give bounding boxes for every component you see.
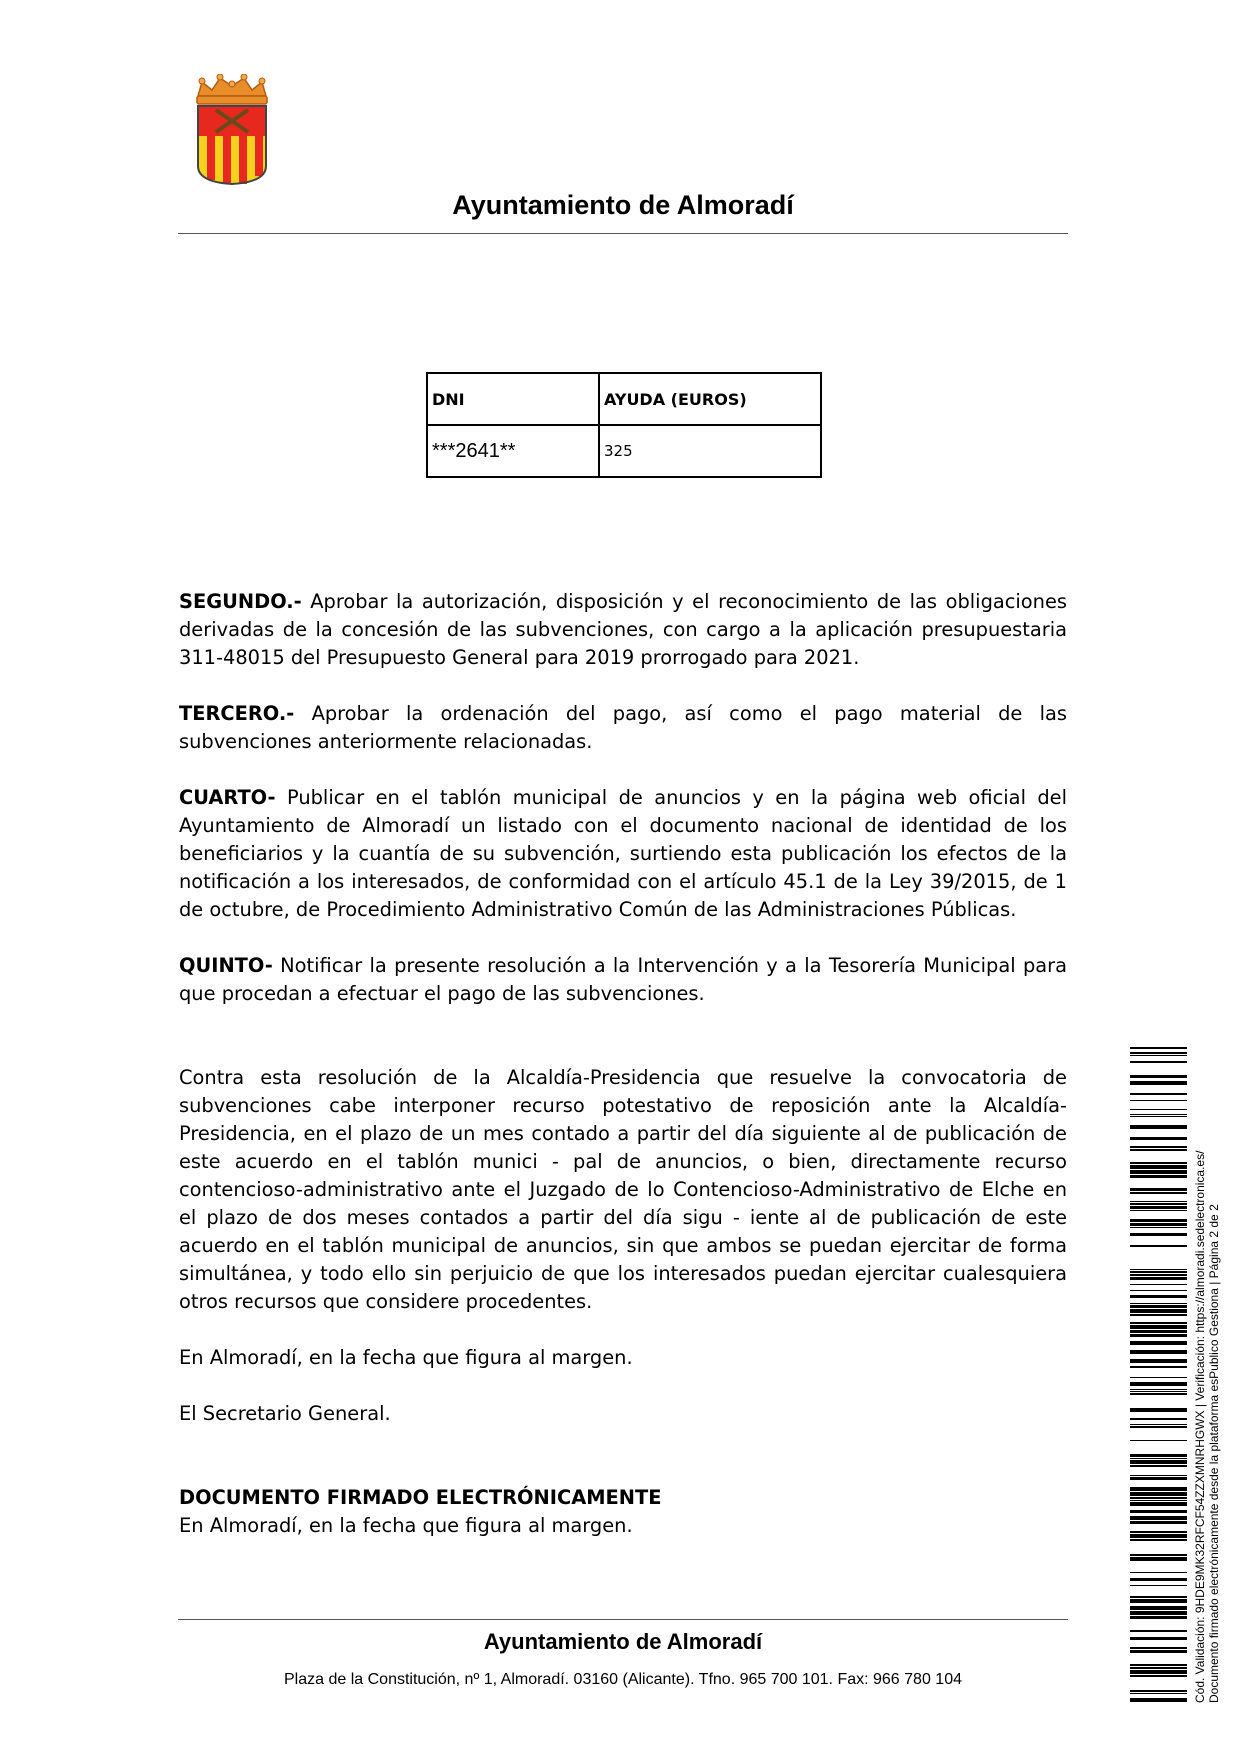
barcode-bar bbox=[1130, 1454, 1187, 1457]
paragraph-label: TERCERO.- bbox=[179, 702, 295, 725]
paragraph-cuarto bbox=[179, 784, 1067, 924]
barcode-bar bbox=[1130, 1284, 1187, 1285]
footer-title: Ayuntamiento de Almoradí bbox=[483, 1629, 763, 1654]
footer-address: Plaza de la Constitución, nº 1, Almoradí. 03160 (Alicante). Tfno. 965 700 101. Fax: 966 780 104 bbox=[284, 1671, 962, 1688]
validation-side-text bbox=[1193, 1083, 1221, 1703]
paragraph-fecha: En Almoradí, en la fecha que figura al margen. bbox=[179, 1346, 633, 1369]
barcode-bar bbox=[1130, 1137, 1187, 1140]
barcode-bar bbox=[1130, 1314, 1187, 1316]
barcode-bar bbox=[1130, 1578, 1187, 1581]
barcode-bar bbox=[1130, 1440, 1187, 1441]
coat-of-arms-crest bbox=[192, 74, 272, 186]
barcode-bar bbox=[1130, 1426, 1187, 1428]
barcode-bar bbox=[1130, 1175, 1187, 1178]
barcode-bar bbox=[1130, 1109, 1187, 1110]
paragraph-fecha-firma: En Almoradí, en la fecha que figura al margen. bbox=[179, 1514, 633, 1537]
barcode-bar bbox=[1130, 1149, 1187, 1151]
barcode-bar bbox=[1130, 1516, 1187, 1520]
paragraph-tercero bbox=[179, 700, 1067, 756]
barcode-bar bbox=[1130, 1210, 1187, 1211]
barcode-bar bbox=[1130, 1382, 1187, 1386]
barcode-bar bbox=[1130, 1502, 1187, 1506]
barcode-bar bbox=[1130, 1675, 1187, 1677]
barcode-bar bbox=[1130, 1424, 1187, 1425]
cell-dni: ***2641** bbox=[427, 425, 599, 477]
barcode-bar bbox=[1130, 1303, 1187, 1304]
barcode-bar bbox=[1130, 1510, 1187, 1513]
barcode-bar bbox=[1130, 1334, 1187, 1337]
barcode-bar bbox=[1130, 1487, 1187, 1491]
barcode-bar bbox=[1130, 1201, 1187, 1202]
paragraph-label: CUARTO- bbox=[179, 786, 276, 809]
barcode-bar bbox=[1130, 1192, 1187, 1194]
footer-divider bbox=[178, 1619, 1068, 1620]
barcode-bar bbox=[1130, 1391, 1187, 1392]
barcode-bar bbox=[1130, 1599, 1187, 1603]
barcode-bar bbox=[1130, 1206, 1187, 1209]
barcode-bar bbox=[1130, 1359, 1187, 1363]
paragraph-segundo bbox=[179, 588, 1067, 672]
barcode-bar bbox=[1130, 1309, 1187, 1313]
barcode-bar bbox=[1130, 1305, 1187, 1308]
barcode-bar bbox=[1130, 1460, 1187, 1464]
barcode-bar bbox=[1130, 1047, 1187, 1049]
barcode-bar bbox=[1130, 1341, 1187, 1345]
barcode-bar bbox=[1130, 1539, 1187, 1541]
barcode-bar bbox=[1130, 1295, 1187, 1298]
cell-ayuda: 325 bbox=[599, 425, 821, 477]
barcode-bar bbox=[1130, 1350, 1187, 1354]
barcode-bar bbox=[1130, 1408, 1187, 1412]
barcode-bar bbox=[1130, 1233, 1187, 1236]
paragraph-text: Aprobar la ordenación del pago, así como el pago material de las subvenciones anteriormente relacionadas. bbox=[179, 702, 1067, 753]
barcode-bar bbox=[1130, 1521, 1187, 1524]
platform-page-line: Documento firmado electrónicamente desde la plataforma esPublico Gestiona | Página 2 de 2 bbox=[1207, 1204, 1221, 1703]
barcode-bar bbox=[1130, 1170, 1187, 1174]
paragraph-recurso: Contra esta resolución de la Alcaldía-Presidencia que resuelve la convocatoria de subvenciones cabe interponer recurso potestativo de reposición ante la Alcaldía-Presidencia, en el plazo de un mes contado a partir del día siguiente al de publicación de este acuerdo en el tablón munici - pal de anuncios, o bien, directamente recurso contencioso-administrativo ante el Juzgado de lo Contencioso-Administrativo de Elche en el plazo de dos meses contados a partir del día sigu - iente al de publicación de este acuerdo en el tablón municipal de anuncios, sin que ambos se puedan ejercitar de forma simultánea, y todo ello sin perjuicio de que los interesados puedan ejercitar cualesquiera otros recursos que considere procedentes. bbox=[179, 1066, 1067, 1313]
paragraph-label: SEGUNDO.- bbox=[179, 590, 302, 613]
paragraph-quinto bbox=[179, 952, 1067, 1008]
barcode-bar bbox=[1130, 1125, 1187, 1129]
barcode-bar bbox=[1130, 1165, 1187, 1169]
column-header-ayuda: AYUDA (EUROS) bbox=[599, 373, 821, 425]
barcode-bar bbox=[1130, 1531, 1187, 1533]
barcode-bar bbox=[1130, 1596, 1187, 1598]
barcode-bar bbox=[1130, 1325, 1187, 1329]
barcode-bar bbox=[1130, 1667, 1187, 1669]
barcode-bar bbox=[1130, 1081, 1187, 1085]
validation-code-line: Cód. Validación: 9HDE9MK32RFCF54ZZXMNRHGWX | Verificación: https://almoradi.sedelectronica.es/ bbox=[1193, 1150, 1207, 1703]
barcode-bar bbox=[1130, 1458, 1187, 1459]
barcode-bar bbox=[1130, 1322, 1187, 1324]
validation-barcode bbox=[1130, 1047, 1187, 1703]
barcode-bar bbox=[1130, 1572, 1187, 1573]
barcode-bar bbox=[1130, 1146, 1187, 1148]
header-divider bbox=[178, 233, 1068, 234]
table-header-row bbox=[427, 373, 821, 425]
barcode-bar bbox=[1130, 1389, 1187, 1390]
barcode-bar bbox=[1130, 1647, 1187, 1649]
barcode-bar bbox=[1130, 1223, 1187, 1226]
resolution-body bbox=[179, 588, 1067, 1540]
table-row bbox=[427, 425, 821, 477]
beneficiary-table bbox=[426, 372, 822, 478]
barcode-bar bbox=[1130, 1650, 1187, 1653]
barcode-bar bbox=[1130, 1418, 1187, 1420]
barcode-bar bbox=[1130, 1366, 1187, 1368]
barcode-bar bbox=[1130, 1606, 1187, 1610]
barcode-bar bbox=[1130, 1116, 1187, 1117]
paragraph-text: Notificar la presente resolución a la Intervención y a la Tesorería Municipal para que procedan a efectuar el pago de las subvenciones. bbox=[179, 954, 1067, 1005]
barcode-bar bbox=[1130, 1664, 1187, 1666]
signed-label: DOCUMENTO FIRMADO ELECTRÓNICAMENTE bbox=[179, 1486, 662, 1509]
barcode-bar bbox=[1130, 1637, 1187, 1640]
barcode-bar bbox=[1130, 1277, 1187, 1280]
barcode-bar bbox=[1130, 1497, 1187, 1499]
barcode-bar bbox=[1130, 1492, 1187, 1496]
barcode-bar bbox=[1130, 1690, 1187, 1692]
barcode-bar bbox=[1130, 1227, 1187, 1228]
barcode-bar bbox=[1130, 1290, 1187, 1291]
paragraph-text: Aprobar la autorización, disposición y el reconocimiento de las obligaciones derivadas de la concesión de las subvenciones, con cargo a la aplicación presupuestaria 311-48015 del Presupuesto General para 2019 prorrogado para 2021. bbox=[179, 590, 1067, 669]
column-header-dni: DNI bbox=[427, 373, 599, 425]
barcode-bar bbox=[1130, 1693, 1187, 1694]
barcode-bar bbox=[1130, 1670, 1187, 1674]
barcode-bar bbox=[1130, 1061, 1187, 1063]
barcode-bar bbox=[1130, 1534, 1187, 1538]
barcode-bar bbox=[1130, 1274, 1187, 1276]
barcode-bar bbox=[1130, 1219, 1187, 1222]
barcode-bar bbox=[1130, 1330, 1187, 1333]
paragraph-secretario: El Secretario General. bbox=[179, 1402, 391, 1425]
barcode-bar bbox=[1130, 1269, 1187, 1270]
barcode-bar bbox=[1130, 1630, 1187, 1632]
barcode-bar bbox=[1130, 1245, 1187, 1247]
barcode-bar bbox=[1130, 1052, 1187, 1054]
barcode-bar bbox=[1130, 1475, 1187, 1476]
barcode-bar bbox=[1130, 1616, 1187, 1619]
barcode-bar bbox=[1130, 1465, 1187, 1467]
barcode-bar bbox=[1130, 1611, 1187, 1615]
barcode-bar bbox=[1130, 1075, 1187, 1078]
barcode-bar bbox=[1130, 1055, 1187, 1056]
barcode-bar bbox=[1130, 1557, 1187, 1561]
barcode-bar bbox=[1130, 1100, 1187, 1101]
barcode-bar bbox=[1130, 1162, 1187, 1164]
barcode-bar bbox=[1130, 1554, 1187, 1556]
barcode-bar bbox=[1130, 1477, 1187, 1480]
signed-notice bbox=[179, 1484, 1067, 1512]
barcode-bar bbox=[1130, 1698, 1187, 1702]
barcode-bar bbox=[1130, 1393, 1187, 1395]
barcode-bar bbox=[1130, 1271, 1187, 1273]
header-title: Ayuntamiento de Almoradí bbox=[452, 190, 794, 220]
barcode-bar bbox=[1130, 1203, 1187, 1205]
barcode-bar bbox=[1130, 1093, 1187, 1095]
barcode-bar bbox=[1130, 1585, 1187, 1586]
barcode-bar bbox=[1130, 1500, 1187, 1501]
barcode-bar bbox=[1130, 1188, 1187, 1191]
barcode-bar bbox=[1130, 1377, 1187, 1378]
barcode-bar bbox=[1130, 1114, 1187, 1115]
paragraph-label: QUINTO- bbox=[179, 954, 273, 977]
paragraph-text: Publicar en el tablón municipal de anuncios y en la página web oficial del Ayuntamiento de Almoradí un listado con el documento nacional de identidad de los beneficiarios y la cuantía de su subvención, surtiendo esta publicación los efectos de la notificación a los interesados, de conformidad con el artículo 45.1 de la Ley 39/2015, de 1 de octubre, de Procedimiento Administrativo Común de las Administraciones Públicas. bbox=[179, 786, 1067, 921]
